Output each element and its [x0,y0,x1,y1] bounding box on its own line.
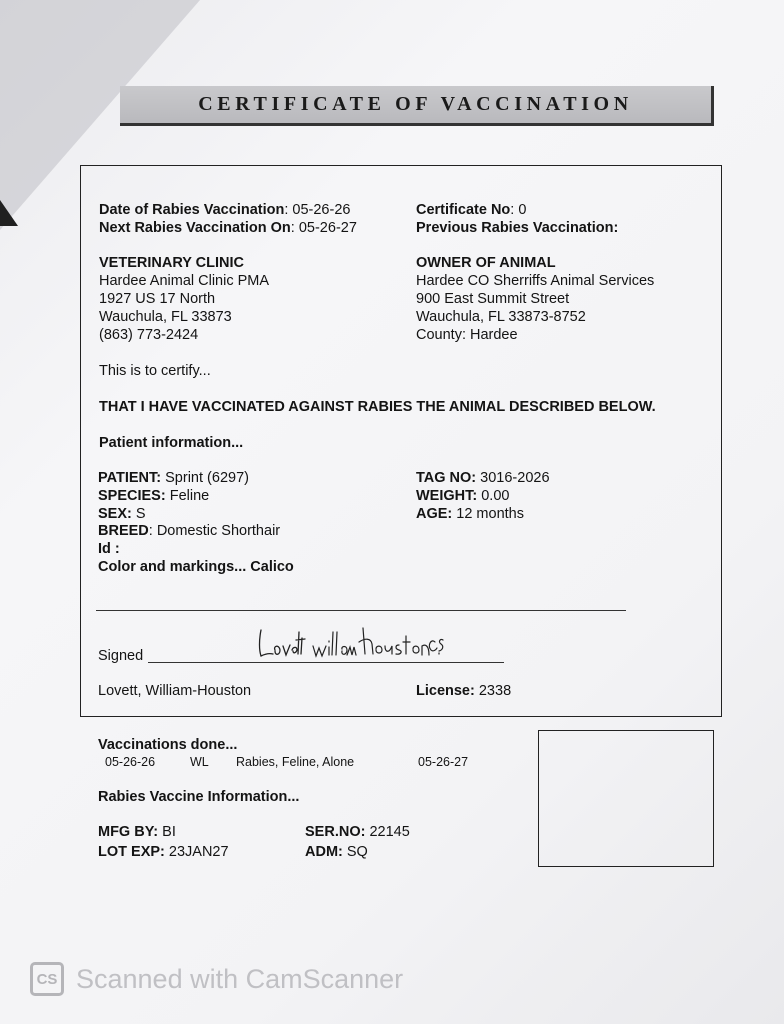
stamp-box [538,730,714,867]
license-label: License: [416,683,475,699]
adm-label: ADM: [305,844,343,860]
next-vaccination-value: : 05-26-27 [290,220,357,236]
patient-info-heading: Patient information... [99,435,244,451]
camscanner-icon: CS [30,962,64,996]
lot-exp-label: LOT EXP: [98,844,165,860]
serial-value: 22145 [365,824,410,840]
certificate-title: CERTIFICATE OF VACCINATION [198,93,633,115]
camscanner-watermark [30,960,403,998]
corner-shadow [0,200,18,226]
veterinarian-name: Lovett, William-Houston [98,683,252,699]
tag-value: 3016-2026 [476,470,550,486]
license-value: 2338 [474,683,512,699]
weight-label: WEIGHT: [416,488,478,504]
rabies-date-label: Date of Rabies Vaccination [99,202,285,218]
owner-county: County: Hardee [416,327,518,343]
adm-line [305,843,368,861]
weight-line [416,487,509,505]
vaccination-row-code: WL [190,755,209,769]
vaccination-statement: THAT I HAVE VACCINATED AGAINST RABIES THE ANIMAL DESCRIBED BELOW. [99,399,656,415]
next-vaccination-line [99,219,357,237]
signed-label: Signed [98,648,144,664]
patient-label: PATIENT: [98,470,162,486]
owner-heading: OWNER OF ANIMAL [416,255,556,271]
age-label: AGE: [416,506,453,522]
tag-label: TAG NO: [416,470,477,486]
owner-name: Hardee CO Sherriffs Animal Services [416,273,655,289]
species-label: SPECIES: [98,488,166,504]
patient-line [98,469,249,487]
mfg-label: MFG BY: [98,824,159,840]
patient-value: Sprint (6297) [161,470,249,486]
rabies-date-value: : 05-26-26 [284,202,351,218]
sex-line [98,505,146,523]
mfg-line [98,823,176,841]
previous-vaccination-label: Previous Rabies Vaccination: [416,220,619,236]
vaccination-row-due: 05-26-27 [418,755,469,769]
vaccination-row-description: Rabies, Feline, Alone [236,755,355,769]
lot-exp-value: 23JAN27 [164,844,229,860]
mfg-value: BI [158,824,176,840]
tag-line [416,469,550,487]
next-vaccination-label: Next Rabies Vaccination On [99,220,291,236]
color-markings: Color and markings... Calico [98,559,294,575]
owner-city: Wauchula, FL 33873-8752 [416,309,586,325]
species-value: Feline [165,488,210,504]
certificate-number-label: Certificate No [416,202,511,218]
owner-street: 900 East Summit Street [416,291,570,307]
certify-text: This is to certify... [99,363,211,379]
vaccination-row-date: 05-26-26 [105,755,156,769]
clinic-phone: (863) 773-2424 [99,327,199,343]
vaccinations-done-heading: Vaccinations done... [98,737,238,753]
certificate-number-line [416,201,526,219]
breed-value: : Domestic Shorthair [148,523,281,539]
id-label: Id : [98,541,120,557]
weight-value: 0.00 [477,488,510,504]
title-banner [120,86,714,126]
sex-label: SEX: [98,506,132,522]
separator-line [96,610,626,611]
serial-line [305,823,410,841]
clinic-street: 1927 US 17 North [99,291,216,307]
adm-value: SQ [342,844,368,860]
certificate-number-value: : 0 [510,202,527,218]
clinic-name: Hardee Animal Clinic PMA [99,273,270,289]
vaccine-info-heading: Rabies Vaccine Information... [98,789,300,805]
license-line [416,682,511,700]
clinic-heading: VETERINARY CLINIC [99,255,245,271]
camscanner-text: Scanned with CamScanner [76,963,404,994]
breed-label: BREED [98,523,149,539]
age-value: 12 months [452,506,524,522]
age-line [416,505,524,523]
species-line [98,487,209,505]
serial-label: SER.NO: [305,824,366,840]
handwritten-signature [255,620,445,664]
clinic-city: Wauchula, FL 33873 [99,309,232,325]
lot-exp-line [98,843,229,861]
sex-value: S [131,506,146,522]
rabies-date-line [99,201,350,219]
breed-line [98,522,280,540]
